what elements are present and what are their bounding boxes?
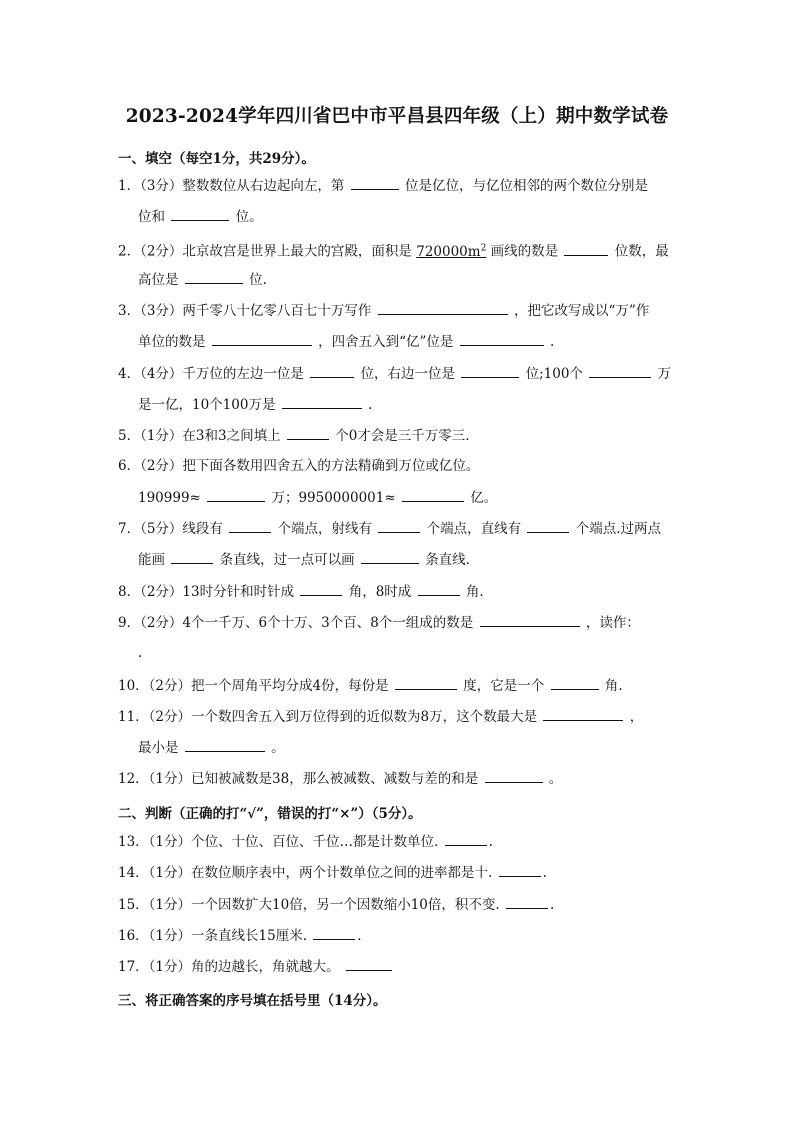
q3-blank-1[interactable] — [378, 302, 508, 315]
q12-blank[interactable] — [485, 770, 543, 783]
q4-blank-1[interactable] — [310, 365, 354, 378]
q6-blank-1[interactable] — [207, 489, 265, 502]
q1-text-d: 位。 — [235, 209, 263, 225]
q4-text-c: 位;100个 — [525, 366, 583, 382]
q3-text-d: ，四舍五入到“亿”位是 — [318, 334, 454, 350]
q5-text-a: 5．（1分）在3和3之间填上 — [118, 428, 281, 444]
q16-end: . — [357, 928, 362, 944]
q11-text-c: 最小是 — [138, 740, 179, 756]
q12-text-b: 。 — [548, 771, 563, 787]
section-heading-multiple-choice: 三、将正确答案的序号填在括号里（14分）。 — [118, 993, 387, 1009]
question-15 — [118, 896, 554, 913]
section-heading-true-false: 二、判断（正确的打“√”，错误的打“×”）（5分）。 — [118, 806, 422, 822]
q4-text-e: 是一亿，10个100万是 — [138, 397, 276, 413]
q7-text-a: 7．（5分）线段有 — [118, 521, 223, 537]
q2-text-e: 位. — [249, 272, 267, 288]
question-4-line-1 — [118, 365, 671, 382]
q2-area-value — [416, 244, 486, 260]
q9-text-b: ，读作： — [585, 615, 640, 631]
question-7-line-1 — [118, 520, 661, 537]
question-11-line-1 — [118, 708, 643, 725]
question-11-line-2 — [138, 739, 285, 756]
q6-text-b: 190999≈ — [138, 490, 201, 506]
question-6-line-1 — [118, 458, 479, 474]
q9-blank[interactable] — [480, 614, 580, 627]
question-1-line-1 — [118, 177, 648, 194]
q14-text: 14．（1分）在数位顺序表中，两个计数单位之间的进率都是十. — [118, 865, 493, 881]
q7-text-c: 个端点，直线有 — [426, 521, 522, 537]
q16-text: 16．（1分）一条直线长15厘米. — [118, 928, 307, 944]
q6-text-d: 亿。 — [470, 490, 498, 506]
q8-text-c: 角. — [465, 584, 484, 600]
q2-text-a: 2．（2分）北京故宫是世界上最大的宫殿，面积是 — [118, 243, 412, 260]
q1-blank-1[interactable] — [351, 177, 399, 190]
question-7-line-2 — [138, 551, 470, 568]
q3-blank-3[interactable] — [460, 333, 544, 346]
q2-text-c: 位数，最 — [614, 243, 669, 260]
question-13 — [118, 833, 493, 850]
q2-blank-2[interactable] — [185, 271, 243, 284]
q1-text-a: 1．（3分）整数数位从右边起向左，第 — [118, 178, 345, 194]
q9-text-a: 9．（2分）4个一千万、6个十万、3个百、8个一组成的数是 — [118, 615, 474, 631]
question-6-line-2 — [138, 489, 497, 506]
q7-blank-4[interactable] — [171, 551, 213, 564]
q11-blank-1[interactable] — [543, 708, 623, 721]
q3-text-a: 3．（3分）两千零八十亿零八百七十万写作 — [118, 303, 372, 319]
q8-text-b: 角，8时成 — [348, 584, 412, 600]
question-8 — [118, 583, 484, 600]
section-heading-fill-blank: 一、填空（每空1分，共29分）。 — [118, 151, 315, 167]
question-4-line-2 — [138, 396, 372, 413]
q9-text-c: . — [138, 645, 143, 661]
q17-blank[interactable] — [346, 958, 392, 971]
q10-blank-1[interactable] — [395, 677, 457, 690]
q8-blank-1[interactable] — [300, 583, 342, 596]
q11-text-a: 11．（2分）一个数四舍五入到万位得到的近似数为8万，这个数最大是 — [118, 709, 538, 725]
q8-text-a: 8．（2分）13时分针和时针成 — [118, 584, 295, 600]
q4-text-d: 万 — [657, 366, 672, 382]
q4-blank-2[interactable] — [461, 365, 519, 378]
q11-text-b: ， — [629, 709, 644, 725]
question-2-line-1 — [118, 240, 669, 260]
q11-blank-2[interactable] — [185, 739, 265, 752]
q7-text-b: 个端点，射线有 — [277, 521, 373, 537]
q4-blank-4[interactable] — [282, 396, 362, 409]
q2-text-b: 画线的数是 — [490, 243, 559, 260]
q2-blank-1[interactable] — [564, 243, 608, 256]
q6-text-c: 万；9950000001≈ — [271, 490, 396, 506]
q7-text-g: 条直线. — [425, 552, 470, 568]
question-2-line-2 — [138, 271, 267, 288]
q3-text-c: 单位的数是 — [138, 334, 206, 350]
question-12 — [118, 770, 562, 787]
q7-blank-1[interactable] — [229, 520, 271, 533]
question-5 — [118, 427, 470, 444]
q3-blank-2[interactable] — [212, 333, 312, 346]
q2-text-d: 高位是 — [138, 272, 179, 288]
q2-area-number: 720000m — [416, 243, 481, 260]
q4-text-b: 位，右边一位是 — [360, 366, 456, 382]
q10-text-c: 角. — [604, 678, 623, 694]
q7-blank-5[interactable] — [361, 551, 419, 564]
q7-text-e: 能画 — [138, 552, 165, 568]
q15-end: . — [549, 897, 555, 913]
q7-blank-3[interactable] — [527, 520, 569, 533]
q2-area-exponent: 2 — [480, 243, 487, 253]
q14-blank[interactable] — [499, 864, 541, 877]
page-title: 2023-2024学年四川省巴中市平昌县四年级（上）期中数学试卷 — [125, 106, 669, 127]
q7-text-d: 个端点.过两点 — [575, 521, 662, 537]
q5-blank[interactable] — [287, 427, 329, 440]
q7-blank-2[interactable] — [378, 520, 420, 533]
q3-text-e: . — [550, 334, 555, 350]
q11-text-d: 。 — [271, 740, 285, 756]
q12-text-a: 12．（1分）已知被减数是38，那么被减数、减数与差的和是 — [118, 771, 479, 787]
q17-text: 17．（1分）角的边越长，角就越大。 — [118, 959, 340, 975]
question-3-line-2 — [138, 333, 554, 350]
q1-blank-2[interactable] — [171, 208, 229, 221]
q10-text-a: 10．（2分）把一个周角平均分成4份，每份是 — [118, 678, 389, 694]
q8-blank-2[interactable] — [418, 583, 460, 596]
question-17 — [118, 958, 394, 975]
question-9-line-2 — [138, 645, 142, 661]
q6-blank-2[interactable] — [402, 489, 464, 502]
q3-text-b: ，把它改写成以“万”作 — [514, 303, 650, 319]
q15-text: 15．（1分）一个因数扩大10倍，另一个因数缩小10倍，积不变. — [118, 897, 500, 913]
question-3-line-1 — [118, 302, 649, 319]
q10-text-b: 度，它是一个 — [463, 678, 545, 694]
question-1-line-2 — [138, 208, 263, 225]
q4-blank-3[interactable] — [589, 365, 651, 378]
q4-text-a: 4．（4分）千万位的左边一位是 — [118, 366, 304, 382]
q13-text: 13．（1分）个位、十位、百位、千位…都是计数单位. — [118, 834, 439, 850]
q10-blank-2[interactable] — [551, 677, 599, 690]
q16-blank[interactable] — [313, 927, 355, 940]
question-9-line-1 — [118, 614, 640, 631]
q6-text-a: 6．（2分）把下面各数用四舍五入的方法精确到万位或亿位。 — [118, 458, 480, 474]
question-10 — [118, 677, 623, 694]
q5-text-b: 个0才会是三千万零三. — [335, 428, 470, 444]
q14-end: . — [542, 865, 547, 881]
q1-text-b: 位是亿位，与亿位相邻的两个数位分别是 — [405, 178, 649, 194]
q13-end: . — [488, 834, 493, 850]
question-14 — [118, 864, 547, 881]
question-16 — [118, 927, 362, 944]
q15-blank[interactable] — [506, 896, 548, 909]
q4-text-f: . — [368, 397, 373, 413]
q1-text-c: 位和 — [138, 209, 165, 225]
q7-text-f: 条直线，过一点可以画 — [219, 552, 355, 568]
q13-blank[interactable] — [445, 833, 487, 846]
